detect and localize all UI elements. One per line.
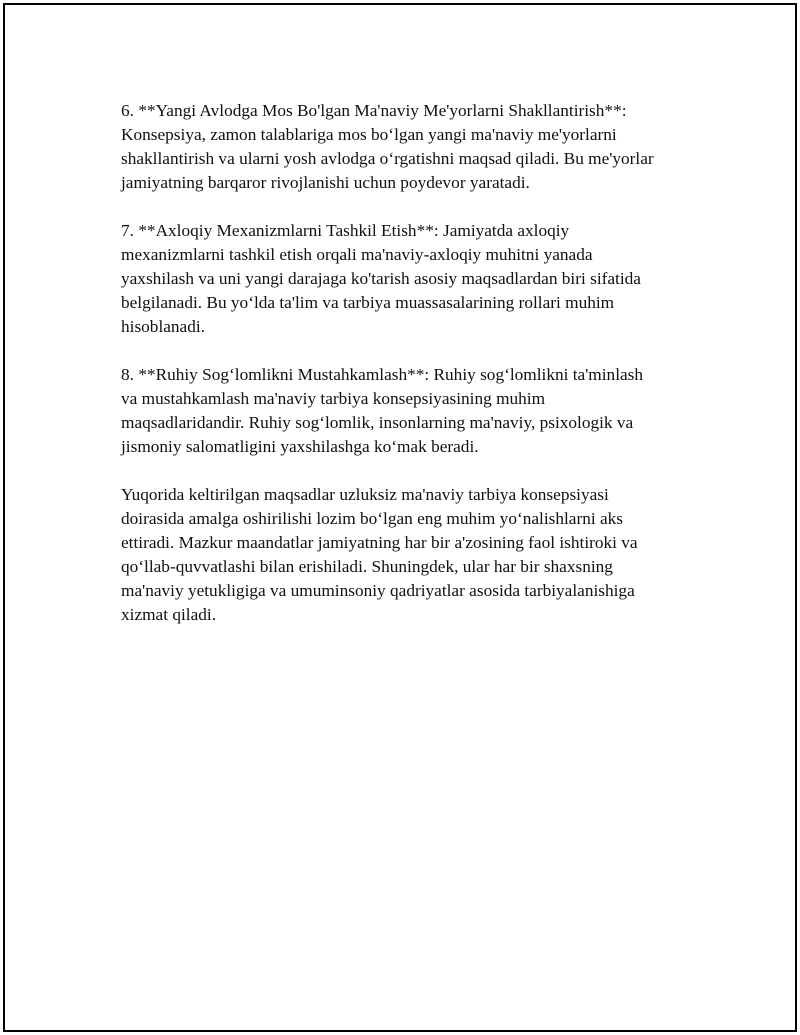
- page-frame: [3, 3, 797, 1032]
- paragraph-line: hisoblanadi.: [121, 317, 205, 336]
- paragraph-line: ettiradi. Mazkur maandatlar jamiyatning har bir a'zosining faol ishtiroki va: [121, 533, 638, 552]
- paragraph-line: belgilanadi. Bu yo‘lda ta'lim va tarbiya muassasalarining rollari muhim: [121, 293, 615, 312]
- paragraph-line: jismoniy salomatligini yaxshilashga ko‘mak beradi.: [121, 437, 479, 456]
- paragraph-item-8: [121, 363, 701, 459]
- paragraph-line: ma'naviy yetukligiga va umuminsoniy qadriyatlar asosida tarbiyalanishiga: [121, 581, 635, 600]
- paragraph-line: yaxshilash va uni yangi darajaga ko'tarish asosiy maqsadlardan biri sifatida: [121, 269, 641, 288]
- paragraph-line: jamiyatning barqaror rivojlanishi uchun poydevor yaratadi.: [121, 173, 530, 192]
- paragraph-item-6: [121, 99, 701, 195]
- paragraph-line: doirasida amalga oshirilishi lozim bo‘lgan eng muhim yo‘nalishlarni aks: [121, 509, 624, 528]
- paragraph-line: 6. **Yangi Avlodga Mos Bo'lgan Ma'naviy Me'yorlarni Shakllantirish**:: [121, 101, 627, 120]
- paragraph-line: 7. **Axloqiy Mexanizmlarni Tashkil Etish**: Jamiyatda axloqiy: [121, 221, 570, 240]
- paragraph-line: xizmat qiladi.: [121, 605, 217, 624]
- page-content: [121, 99, 701, 651]
- paragraph-line: qo‘llab-quvvatlashi bilan erishiladi. Shuningdek, ular har bir shaxsning: [121, 557, 613, 576]
- paragraph-line: Konsepsiya, zamon talablariga mos bo‘lgan yangi ma'naviy me'yorlarni: [121, 125, 617, 144]
- paragraph-line: mexanizmlarni tashkil etish orqali ma'naviy-axloqiy muhitni yanada: [121, 245, 593, 264]
- paragraph-item-7: [121, 219, 701, 339]
- paragraph-line: Yuqorida keltirilgan maqsadlar uzluksiz ma'naviy tarbiya konsepsiyasi: [121, 485, 609, 504]
- paragraph-line: va mustahkamlash ma'naviy tarbiya konsepsiyasining muhim: [121, 389, 546, 408]
- paragraph-conclusion: [121, 483, 701, 627]
- paragraph-line: maqsadlaridandir. Ruhiy sog‘lomlik, insonlarning ma'naviy, psixologik va: [121, 413, 634, 432]
- paragraph-line: 8. **Ruhiy Sog‘lomlikni Mustahkamlash**: Ruhiy sog‘lomlikni ta'minlash: [121, 365, 644, 384]
- paragraph-line: shakllantirish va ularni yosh avlodga o‘rgatishni maqsad qiladi. Bu me'yorlar: [121, 149, 654, 168]
